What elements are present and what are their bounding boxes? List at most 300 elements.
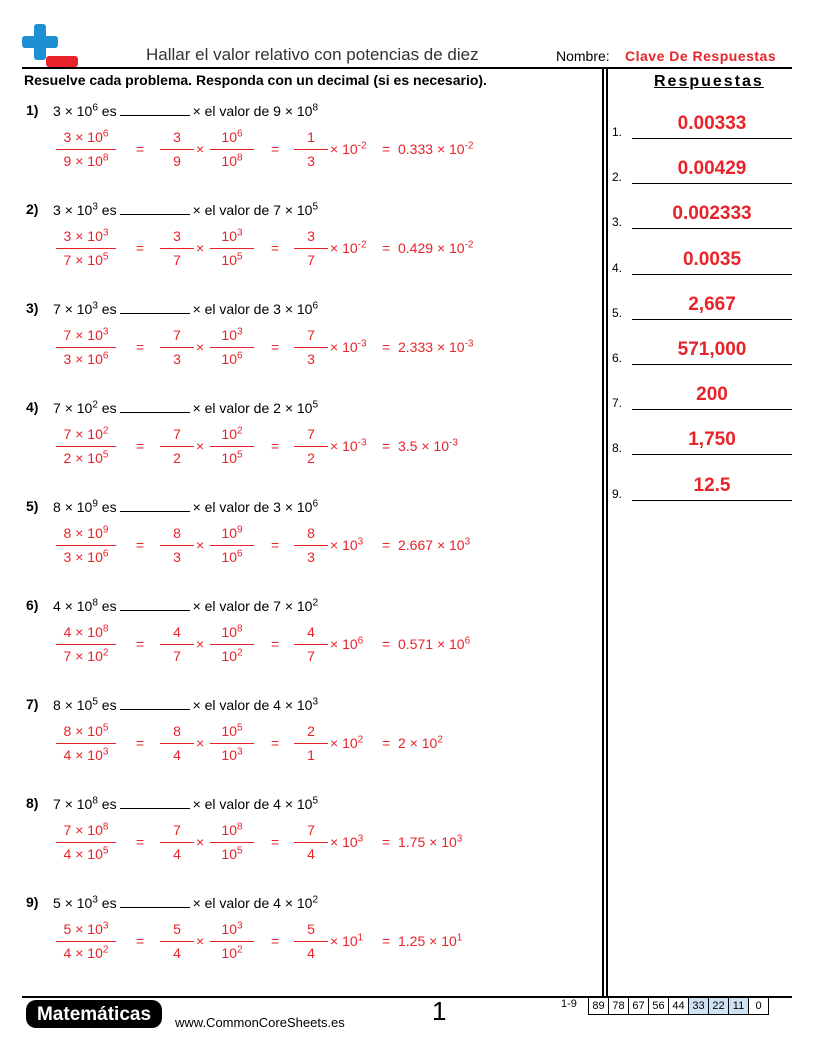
equals-sign: = xyxy=(271,537,280,553)
name-label: Nombre: xyxy=(556,48,610,64)
problem xyxy=(26,597,586,693)
numerator-coefficient: 5 xyxy=(63,921,72,937)
simplified-fraction xyxy=(294,623,328,666)
answer-value: 12.5 xyxy=(693,474,731,496)
simplified-denominator: 3 xyxy=(307,549,315,565)
result-coefficient: 3.5 xyxy=(398,438,418,454)
denominator-exponent: 5 xyxy=(102,449,109,461)
coefficient-denominator: 3 xyxy=(173,549,181,565)
header-divider xyxy=(22,67,792,69)
answer-blank xyxy=(120,895,190,908)
equals-sign: = xyxy=(271,933,280,949)
original-fraction xyxy=(56,326,116,369)
times-sign: × xyxy=(196,834,205,850)
denominator-coefficient: 9 xyxy=(63,153,72,169)
es-word: es xyxy=(101,598,117,614)
exponent-a: 8 xyxy=(92,597,98,609)
answer-number: 9. xyxy=(612,486,623,501)
equals-sign: = xyxy=(382,834,391,850)
simplified-fraction xyxy=(294,821,328,864)
subject-badge-label: Matemáticas xyxy=(36,1004,152,1025)
answer-line xyxy=(632,409,792,410)
times-ten: × 10 xyxy=(330,636,358,652)
result-exponent: -3 xyxy=(464,338,474,350)
worksheet-title: Hallar el valor relativo con potencias de diez xyxy=(146,45,479,64)
answer-value: 1,750 xyxy=(688,429,736,451)
score-table xyxy=(589,997,769,1015)
equals-sign: = xyxy=(382,240,391,256)
answer-row xyxy=(612,431,792,455)
simplified-exponent: 3 xyxy=(357,536,364,548)
exponent-b: 2 xyxy=(312,894,319,906)
power-base: 10 xyxy=(221,945,237,961)
power-base: 10 xyxy=(221,153,237,169)
simplified-exponent: 1 xyxy=(357,932,364,944)
simplified-denominator: 7 xyxy=(307,648,315,664)
answer-blank xyxy=(120,400,190,413)
score-range-label: 1-9 xyxy=(561,998,577,1010)
simplified-fraction xyxy=(294,425,328,468)
answer-blank xyxy=(120,598,190,611)
times-ten: × 10 xyxy=(75,129,103,145)
answer-value: 571,000 xyxy=(677,339,747,360)
power-base: 10 xyxy=(221,426,237,442)
result-coefficient: 0.429 xyxy=(398,240,434,256)
fraction-bar xyxy=(210,446,254,447)
result-coefficient: 2.333 xyxy=(398,339,434,355)
simplified-denominator: 4 xyxy=(307,846,315,862)
times-ten: × 10 xyxy=(330,339,358,355)
denominator-exponent: 6 xyxy=(102,548,109,560)
answer-number: 5. xyxy=(612,305,623,320)
denominator-exponent: 5 xyxy=(102,845,109,857)
equals-sign: = xyxy=(271,339,280,355)
simplified-denominator: 3 xyxy=(307,153,315,169)
numerator-coefficient: 8 xyxy=(63,723,72,739)
problem-number: 4) xyxy=(26,399,39,415)
coefficient-a: 7 xyxy=(53,301,61,317)
equals-sign: = xyxy=(136,735,145,751)
denominator-coefficient: 3 xyxy=(63,549,72,565)
times-ten: × 10 xyxy=(75,549,103,565)
simplified-fraction xyxy=(294,524,328,567)
power-base: 10 xyxy=(221,549,237,565)
simplified-power xyxy=(330,141,367,157)
numerator-coefficient: 7 xyxy=(63,426,72,442)
power-numerator-exponent: 3 xyxy=(237,227,243,239)
times-ten: × 10 xyxy=(75,723,103,739)
simplified-power xyxy=(330,240,367,256)
times-ten: × 10 xyxy=(421,438,449,454)
result-exponent: 1 xyxy=(456,932,463,944)
coefficient-fraction xyxy=(160,524,194,567)
times-sign: × xyxy=(196,141,205,157)
coefficient-fraction xyxy=(160,722,194,765)
plus-minus-logo-icon xyxy=(22,24,80,68)
original-fraction xyxy=(56,920,116,963)
answer-row xyxy=(612,293,792,320)
result-coefficient: 2.667 xyxy=(398,537,434,553)
times-ten: × 10 xyxy=(284,202,313,218)
equals-sign: = xyxy=(136,834,145,850)
times-ten: × 10 xyxy=(75,624,103,640)
times-ten: × 10 xyxy=(436,537,465,553)
times-ten: × 10 xyxy=(75,351,103,367)
exponent-a: 9 xyxy=(92,498,98,510)
value-of-phrase: × el valor de xyxy=(192,301,270,317)
numerator-exponent: 2 xyxy=(102,425,109,437)
answer-row xyxy=(612,248,792,275)
result-expression xyxy=(398,537,470,553)
fraction-bar xyxy=(294,248,328,249)
times-ten: × 10 xyxy=(436,636,465,652)
equals-sign: = xyxy=(136,240,145,256)
problem-question xyxy=(53,301,318,317)
fraction-bar xyxy=(160,644,194,645)
problem-number: 5) xyxy=(26,498,39,514)
original-fraction xyxy=(56,821,116,864)
coefficient-b: 3 xyxy=(273,301,281,317)
times-ten: × 10 xyxy=(284,301,313,317)
answer-value: 0.0035 xyxy=(682,248,742,270)
score-box: 78 xyxy=(608,997,629,1015)
coefficient-b: 7 xyxy=(273,202,281,218)
times-ten: × 10 xyxy=(284,400,313,416)
equals-sign: = xyxy=(382,438,391,454)
times-ten: × 10 xyxy=(64,103,93,119)
exponent-b: 6 xyxy=(312,498,319,510)
original-fraction xyxy=(56,425,116,468)
problem-number: 7) xyxy=(26,696,39,712)
problem-number: 2) xyxy=(26,201,39,217)
answer-blank xyxy=(120,499,190,512)
simplified-fraction xyxy=(294,920,328,963)
powers-fraction xyxy=(210,623,254,666)
times-ten: × 10 xyxy=(436,339,465,355)
denominator-coefficient: 7 xyxy=(63,648,72,664)
power-denominator-exponent: 3 xyxy=(237,746,243,758)
result-coefficient: 0.333 xyxy=(398,141,434,157)
problem-number: 1) xyxy=(26,102,39,118)
denominator-exponent: 6 xyxy=(102,350,109,362)
times-sign: × xyxy=(196,636,205,652)
fraction-bar xyxy=(294,644,328,645)
answer-number: 8. xyxy=(612,441,623,456)
coefficient-numerator: 5 xyxy=(173,921,181,937)
fraction-bar xyxy=(294,446,328,447)
coefficient-denominator: 2 xyxy=(173,450,181,466)
answer-row xyxy=(612,205,792,229)
times-ten: × 10 xyxy=(330,438,358,454)
powers-fraction xyxy=(210,920,254,963)
times-ten: × 10 xyxy=(409,735,438,751)
result-exponent: -2 xyxy=(464,140,474,152)
times-ten: × 10 xyxy=(75,327,103,343)
times-ten: × 10 xyxy=(284,499,313,515)
answer-number: 3. xyxy=(612,215,623,230)
answer-value: 0.002333 xyxy=(672,203,752,225)
power-base: 10 xyxy=(221,351,237,367)
times-ten: × 10 xyxy=(436,240,465,256)
coefficient-numerator: 7 xyxy=(173,327,181,343)
coefficient-numerator: 3 xyxy=(173,129,181,145)
power-numerator-exponent: 3 xyxy=(237,920,243,932)
simplified-power xyxy=(330,537,363,553)
result-expression xyxy=(398,339,473,355)
fraction-bar xyxy=(160,545,194,546)
denominator-exponent: 2 xyxy=(102,944,109,956)
fraction-bar xyxy=(210,347,254,348)
es-word: es xyxy=(101,103,117,119)
es-word: es xyxy=(101,697,117,713)
numerator-exponent: 9 xyxy=(102,524,109,536)
simplified-numerator: 4 xyxy=(307,624,315,640)
powers-fraction xyxy=(210,821,254,864)
equals-sign: = xyxy=(136,636,145,652)
fraction-bar xyxy=(56,446,116,447)
fraction-bar xyxy=(56,248,116,249)
coefficient-b: 3 xyxy=(273,499,281,515)
exponent-b: 5 xyxy=(312,399,319,411)
problem-number: 6) xyxy=(26,597,39,613)
answer-blank xyxy=(120,796,190,809)
power-base: 10 xyxy=(221,624,237,640)
column-divider-right xyxy=(606,68,608,996)
numerator-coefficient: 3 xyxy=(63,129,72,145)
equals-sign: = xyxy=(271,240,280,256)
coefficient-fraction xyxy=(160,425,194,468)
fraction-bar xyxy=(294,842,328,843)
times-ten: × 10 xyxy=(75,846,103,862)
answers-title: Respuestas xyxy=(654,73,764,90)
times-ten: × 10 xyxy=(436,141,465,157)
coefficient-b: 4 xyxy=(273,895,281,911)
result-coefficient: 0.571 xyxy=(398,636,434,652)
equals-sign: = xyxy=(271,141,280,157)
exponent-b: 3 xyxy=(312,696,319,708)
simplified-fraction xyxy=(294,722,328,765)
answer-line xyxy=(632,183,792,184)
times-ten: × 10 xyxy=(64,499,93,515)
power-base: 10 xyxy=(221,822,237,838)
simplified-denominator: 2 xyxy=(307,450,315,466)
times-ten: × 10 xyxy=(429,834,457,850)
times-sign: × xyxy=(196,735,205,751)
original-fraction xyxy=(56,623,116,666)
original-fraction xyxy=(56,722,116,765)
problem xyxy=(26,201,586,297)
simplified-power xyxy=(330,339,367,355)
answer-row xyxy=(612,115,792,139)
fraction-bar xyxy=(294,743,328,744)
power-numerator-exponent: 8 xyxy=(237,821,243,833)
numerator-coefficient: 7 xyxy=(63,822,72,838)
times-ten: × 10 xyxy=(64,202,93,218)
result-exponent: -3 xyxy=(449,437,458,449)
coefficient-a: 3 xyxy=(53,202,61,218)
coefficient-a: 8 xyxy=(53,697,61,713)
problem xyxy=(26,795,586,891)
result-exponent: 2 xyxy=(437,734,443,746)
power-base: 10 xyxy=(221,252,237,268)
times-sign: × xyxy=(196,438,205,454)
numerator-exponent: 3 xyxy=(102,227,109,239)
power-denominator-exponent: 5 xyxy=(237,449,243,461)
exponent-a: 3 xyxy=(92,201,98,213)
fraction-bar xyxy=(56,842,116,843)
numerator-exponent: 3 xyxy=(102,326,109,338)
problem-number: 9) xyxy=(26,894,39,910)
result-expression xyxy=(398,141,473,157)
answer-number: 2. xyxy=(612,170,623,185)
times-sign: × xyxy=(196,339,205,355)
times-ten: × 10 xyxy=(75,921,103,937)
fraction-bar xyxy=(210,248,254,249)
times-ten: × 10 xyxy=(330,735,358,751)
answer-row xyxy=(612,160,792,184)
times-ten: × 10 xyxy=(75,648,103,664)
power-denominator-exponent: 6 xyxy=(237,548,243,560)
powers-fraction xyxy=(210,326,254,369)
simplified-power xyxy=(330,834,363,850)
power-base: 10 xyxy=(221,525,237,541)
denominator-exponent: 2 xyxy=(102,647,109,659)
simplified-exponent: 2 xyxy=(357,734,364,746)
power-base: 10 xyxy=(221,747,237,763)
equals-sign: = xyxy=(271,636,280,652)
instructions: Resuelve cada problema. Responda con un decimal (si es necesario). xyxy=(24,72,487,88)
coefficient-a: 3 xyxy=(53,103,61,119)
times-ten: × 10 xyxy=(330,141,358,157)
fraction-bar xyxy=(160,149,194,150)
exponent-b: 5 xyxy=(312,201,319,213)
simplified-denominator: 1 xyxy=(307,747,315,763)
problem-question xyxy=(53,796,318,812)
simplified-fraction xyxy=(294,128,328,171)
simplified-exponent: 3 xyxy=(357,833,364,845)
score-box: 22 xyxy=(708,997,729,1015)
simplified-numerator: 5 xyxy=(307,921,315,937)
problem-question xyxy=(53,499,318,515)
equals-sign: = xyxy=(136,141,145,157)
answer-number: 6. xyxy=(612,351,623,365)
answer-blank xyxy=(120,697,190,710)
coefficient-a: 8 xyxy=(53,499,61,515)
es-word: es xyxy=(101,499,117,515)
answer-row xyxy=(612,474,792,501)
answer-line xyxy=(632,364,792,365)
equals-sign: = xyxy=(271,438,280,454)
problem xyxy=(26,894,586,990)
denominator-coefficient: 4 xyxy=(63,846,72,862)
site-url: www.CommonCoreSheets.es xyxy=(175,1015,345,1030)
equals-sign: = xyxy=(382,537,391,553)
simplified-numerator: 7 xyxy=(307,327,315,343)
answer-blank xyxy=(120,301,190,314)
coefficient-a: 4 xyxy=(53,598,61,614)
page-number: 1 xyxy=(432,996,447,1026)
numerator-exponent: 8 xyxy=(102,623,109,635)
name-value: Clave De Respuestas xyxy=(625,48,777,64)
power-numerator-exponent: 9 xyxy=(237,524,243,536)
simplified-exponent: -2 xyxy=(357,239,367,251)
equals-sign: = xyxy=(136,438,145,454)
times-ten: × 10 xyxy=(75,252,103,268)
exponent-b: 6 xyxy=(312,300,319,312)
denominator-coefficient: 4 xyxy=(63,747,72,763)
simplified-exponent: -3 xyxy=(357,338,367,350)
simplified-fraction xyxy=(294,326,328,369)
value-of-phrase: × el valor de xyxy=(192,598,270,614)
score-box: 56 xyxy=(648,997,669,1015)
denominator-coefficient: 2 xyxy=(63,450,72,466)
coefficient-a: 7 xyxy=(53,796,61,812)
times-ten: × 10 xyxy=(64,301,93,317)
result-expression xyxy=(398,735,443,751)
es-word: es xyxy=(101,301,117,317)
problem-question xyxy=(53,598,318,614)
exponent-a: 3 xyxy=(92,300,98,312)
times-ten: × 10 xyxy=(284,598,313,614)
answer-number: 4. xyxy=(612,260,623,275)
coefficient-numerator: 8 xyxy=(173,723,181,739)
denominator-coefficient: 4 xyxy=(63,945,72,961)
coefficient-fraction xyxy=(160,821,194,864)
coefficient-numerator: 3 xyxy=(173,228,181,244)
simplified-denominator: 4 xyxy=(307,945,315,961)
coefficient-denominator: 9 xyxy=(173,153,181,169)
times-ten: × 10 xyxy=(64,400,93,416)
value-of-phrase: × el valor de xyxy=(192,103,270,119)
times-ten: × 10 xyxy=(75,426,103,442)
powers-fraction xyxy=(210,425,254,468)
equals-sign: = xyxy=(382,636,391,652)
fraction-bar xyxy=(210,941,254,942)
answer-line xyxy=(632,500,792,501)
simplified-exponent: -3 xyxy=(357,437,367,449)
coefficient-denominator: 4 xyxy=(173,846,181,862)
simplified-fraction xyxy=(294,227,328,270)
problem xyxy=(26,498,586,594)
column-divider-left xyxy=(602,68,604,996)
equals-sign: = xyxy=(136,933,145,949)
problem-question xyxy=(53,202,318,218)
subject-badge xyxy=(26,1000,162,1028)
fraction-bar xyxy=(56,743,116,744)
es-word: es xyxy=(101,796,117,812)
times-sign: × xyxy=(196,240,205,256)
es-word: es xyxy=(101,400,117,416)
result-coefficient: 1.25 xyxy=(398,933,426,949)
value-of-phrase: × el valor de xyxy=(192,202,270,218)
result-expression xyxy=(398,240,473,256)
original-fraction xyxy=(56,128,116,171)
power-denominator-exponent: 8 xyxy=(237,152,243,164)
result-expression xyxy=(398,438,458,454)
fraction-bar xyxy=(56,545,116,546)
fraction-bar xyxy=(160,842,194,843)
numerator-coefficient: 8 xyxy=(63,525,72,541)
value-of-phrase: × el valor de xyxy=(192,499,270,515)
fraction-bar xyxy=(210,545,254,546)
answer-line xyxy=(632,274,792,275)
answer-line xyxy=(632,319,792,320)
times-ten: × 10 xyxy=(284,796,313,812)
result-exponent: 3 xyxy=(464,536,471,548)
score-box: 0 xyxy=(748,997,769,1015)
result-expression xyxy=(398,933,462,949)
power-numerator-exponent: 6 xyxy=(237,128,243,140)
